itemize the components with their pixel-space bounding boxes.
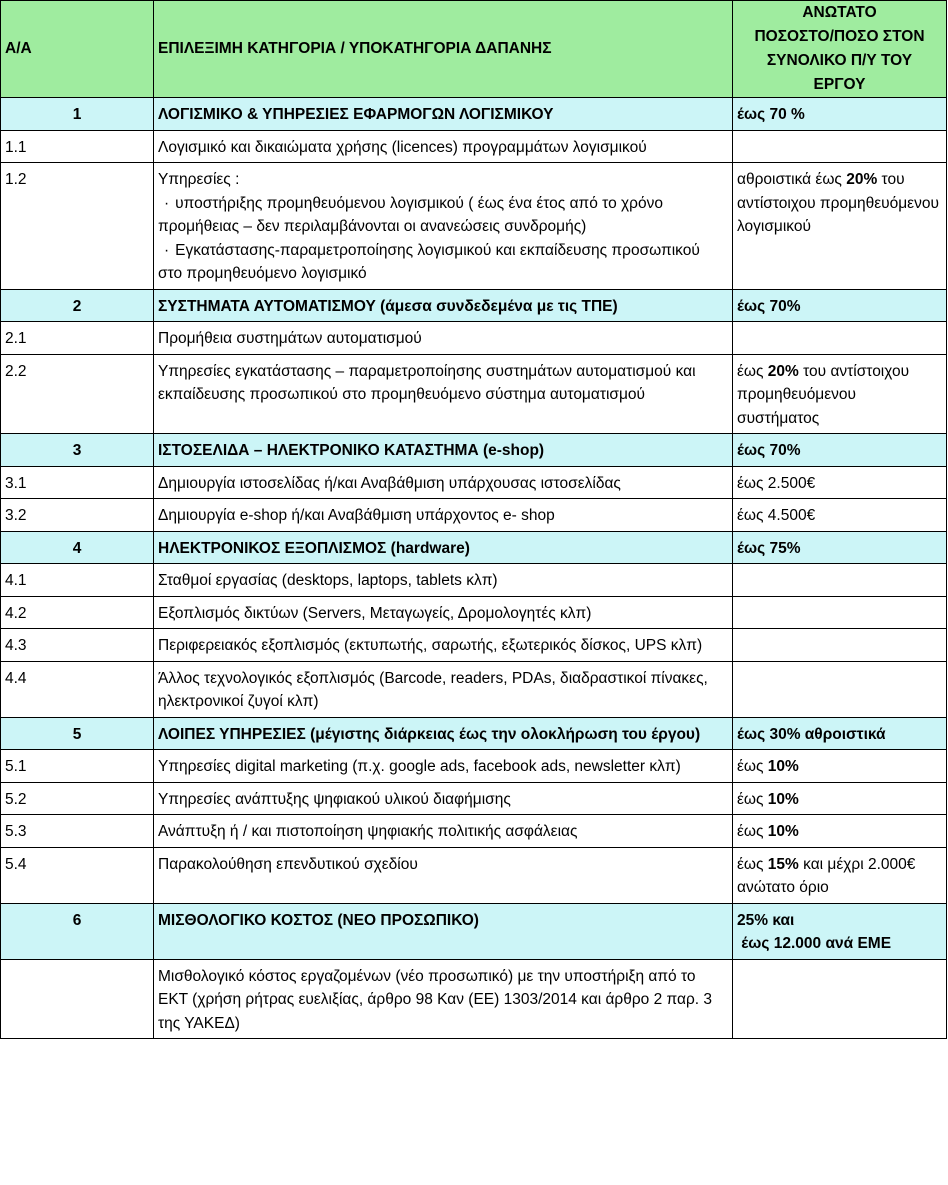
row-description: Άλλος τεχνολογικός εξοπλισμός (Barcode, readers, PDAs, διαδραστικοί πίνακες, ηλεκτρονικοί ζυγοί κλπ) [154, 661, 733, 717]
category-row-1 [1, 98, 947, 131]
row-number: 3.1 [1, 466, 154, 499]
services-intro: Υπηρεσίες : [158, 171, 240, 188]
category-number: 2 [1, 289, 154, 322]
category-title: ΙΣΤΟΣΕΛΙΔΑ – ΗΛΕΚΤΡΟΝΙΚΟ ΚΑΤΑΣΤΗΜΑ (e-shop) [154, 434, 733, 467]
row-limit [733, 815, 947, 848]
row-limit: έως 4.500€ [733, 499, 947, 532]
row-number: 5.2 [1, 782, 154, 815]
bullet-dot: · [164, 241, 170, 259]
category-row-2 [1, 289, 947, 322]
limit-text: του αντίστοιχου προμηθευόμενου λογισμικού [737, 171, 939, 235]
category-number: 6 [1, 903, 154, 959]
row-description: Λογισμικό και δικαιώματα χρήσης (licences) προγραμμάτων λογισμικού [154, 130, 733, 163]
bullet-item [158, 239, 728, 286]
row-limit [733, 661, 947, 717]
row-limit [733, 564, 947, 597]
table-row [1, 847, 947, 903]
category-title: ΛΟΓΙΣΜΙΚΟ & ΥΠΗΡΕΣΙΕΣ ΕΦΑΡΜΟΓΩΝ ΛΟΓΙΣΜΙΚΟΥ [154, 98, 733, 131]
row-limit [733, 130, 947, 163]
row-limit [733, 354, 947, 434]
header-limit [733, 1, 947, 98]
bullet-text: υποστήριξης προμηθευόμενου λογισμικού ( έως ένα έτος από το χρόνο προμήθειας – δεν περιλαμβάνονται οι ανανεώσεις συνδρομής) [158, 194, 663, 235]
header-aa: Α/Α [1, 1, 154, 98]
row-limit [733, 629, 947, 662]
category-limit [733, 903, 947, 959]
limit-text: έως [737, 855, 768, 873]
row-number [1, 959, 154, 1039]
row-description: Δημιουργία ιστοσελίδας ή/και Αναβάθμιση υπάρχουσας ιστοσελίδας [154, 466, 733, 499]
header-category: ΕΠΙΛΕΞΙΜΗ ΚΑΤΗΓΟΡΙΑ / ΥΠΟΚΑΤΗΓΟΡΙΑ ΔΑΠΑΝΗΣ [154, 1, 733, 98]
category-number: 5 [1, 717, 154, 750]
category-row-5 [1, 717, 947, 750]
header-limit-line: ΣΥΝΟΛΙΚΟ Π/Υ ΤΟΥ [766, 52, 913, 69]
row-limit [733, 163, 947, 290]
table-row [1, 163, 947, 290]
limit-text: έως [737, 362, 768, 380]
category-title: ΛΟΙΠΕΣ ΥΠΗΡΕΣΙΕΣ (μέγιστης διάρκειας έως την ολοκλήρωση του έργου) [154, 717, 733, 750]
row-limit [733, 959, 947, 1039]
category-number: 4 [1, 531, 154, 564]
table-row [1, 750, 947, 783]
row-number: 2.1 [1, 322, 154, 355]
limit-text: έως [737, 823, 768, 840]
category-number: 3 [1, 434, 154, 467]
row-description: Προμήθεια συστημάτων αυτοματισμού [154, 322, 733, 355]
limit-text: έως [737, 790, 768, 808]
table-row [1, 596, 947, 629]
row-description: Υπηρεσίες digital marketing (π.χ. google ads, facebook ads, newsletter κλπ) [154, 750, 733, 783]
table-row [1, 466, 947, 499]
category-title: ΣΥΣΤΗΜΑΤΑ ΑΥΤΟΜΑΤΙΣΜΟΥ (άμεσα συνδεδεμένα με τις ΤΠΕ) [154, 289, 733, 322]
limit-percent: 20% [767, 362, 799, 380]
row-number: 5.1 [1, 750, 154, 783]
table-row [1, 629, 947, 662]
category-title: ΗΛΕΚΤΡΟΝΙΚΟΣ ΕΞΟΠΛΙΣΜΟΣ (hardware) [154, 531, 733, 564]
row-number: 5.3 [1, 815, 154, 848]
table-row [1, 782, 947, 815]
row-description: Περιφερειακός εξοπλισμός (εκτυπωτής, σαρωτής, εξωτερικός δίσκος, UPS κλπ) [154, 629, 733, 662]
category-limit: έως 70% [733, 289, 947, 322]
row-number: 2.2 [1, 354, 154, 434]
row-number: 4.3 [1, 629, 154, 662]
category-limit-line: 25% και [737, 911, 795, 929]
category-row-3 [1, 434, 947, 467]
limit-percent: 20% [846, 171, 878, 188]
header-limit-line: ΠΟΣΟΣΤΟ/ΠΟΣΟ ΣΤΟΝ [754, 28, 925, 45]
table-row [1, 959, 947, 1039]
table-row [1, 815, 947, 848]
row-number: 5.4 [1, 847, 154, 903]
row-description: Σταθμοί εργασίας (desktops, laptops, tablets κλπ) [154, 564, 733, 597]
row-number: 1.2 [1, 163, 154, 290]
row-description: Υπηρεσίες ανάπτυξης ψηφιακού υλικού διαφήμισης [154, 782, 733, 815]
row-limit [733, 782, 947, 815]
bullet-dot: · [164, 194, 170, 212]
header-row [1, 1, 947, 98]
limit-text: αθροιστικά έως [737, 171, 847, 188]
row-limit [733, 847, 947, 903]
row-description: Μισθολογικό κόστος εργαζομένων (νέο προσωπικό) με την υποστήριξη από το ΕΚΤ (χρήση ρήτρας ευελιξίας, άρθρο 98 Καν (ΕΕ) 1303/2014 και άρθρο 2 παρ. 3 της ΥΑΚΕΔ) [154, 959, 733, 1039]
category-limit: έως 70 % [733, 98, 947, 131]
row-number: 4.1 [1, 564, 154, 597]
table-row [1, 322, 947, 355]
row-number: 4.2 [1, 596, 154, 629]
category-limit-line: έως 12.000 ανά ΕΜΕ [737, 935, 892, 952]
table-row [1, 354, 947, 434]
limit-text: έως [737, 758, 768, 775]
row-limit [733, 750, 947, 783]
header-limit-line: ΕΡΓΟΥ [813, 76, 866, 93]
limit-text: και μέχρι 2.000€ ανώτατο όριο [737, 855, 916, 896]
category-limit: έως 75% [733, 531, 947, 564]
category-row-4 [1, 531, 947, 564]
category-number: 1 [1, 98, 154, 131]
table-row [1, 499, 947, 532]
row-description: Δημιουργία e-shop ή/και Αναβάθμιση υπάρχοντος e- shop [154, 499, 733, 532]
row-limit: έως 2.500€ [733, 466, 947, 499]
limit-percent: 10% [767, 758, 799, 775]
category-limit: έως 30% αθροιστικά [733, 717, 947, 750]
row-limit [733, 322, 947, 355]
limit-percent: 10% [767, 823, 799, 840]
bullet-item [158, 192, 728, 239]
row-number: 3.2 [1, 499, 154, 532]
row-description [154, 163, 733, 290]
row-description: Εξοπλισμός δικτύων (Servers, Μεταγωγείς, Δρομολογητές κλπ) [154, 596, 733, 629]
row-limit [733, 596, 947, 629]
category-limit: έως 70% [733, 434, 947, 467]
category-title: ΜΙΣΘΟΛΟΓΙΚΟ ΚΟΣΤΟΣ (ΝΕΟ ΠΡΟΣΩΠΙΚΟ) [154, 903, 733, 959]
limit-percent: 15% [767, 855, 799, 873]
row-description: Παρακολούθηση επενδυτικού σχεδίου [154, 847, 733, 903]
row-number: 4.4 [1, 661, 154, 717]
bullet-text: Εγκατάστασης-παραμετροποίησης λογισμικού και εκπαίδευσης προσωπικού στο προμηθευόμενο λογισμικό [158, 241, 700, 282]
row-description: Υπηρεσίες εγκατάστασης – παραμετροποίησης συστημάτων αυτοματισμού και εκπαίδευσης προσωπικού στο προμηθευόμενο σύστημα αυτοματισμού [154, 354, 733, 434]
table-row [1, 661, 947, 717]
row-number: 1.1 [1, 130, 154, 163]
table-row [1, 564, 947, 597]
limit-text: του αντίστοιχου προμηθευόμενου συστήματος [737, 362, 910, 427]
header-limit-line: ΑΝΩΤΑΤΟ [802, 4, 877, 21]
table-row [1, 130, 947, 163]
row-description: Ανάπτυξη ή / και πιστοποίηση ψηφιακής πολιτικής ασφάλειας [154, 815, 733, 848]
category-row-6 [1, 903, 947, 959]
limit-percent: 10% [767, 790, 799, 808]
